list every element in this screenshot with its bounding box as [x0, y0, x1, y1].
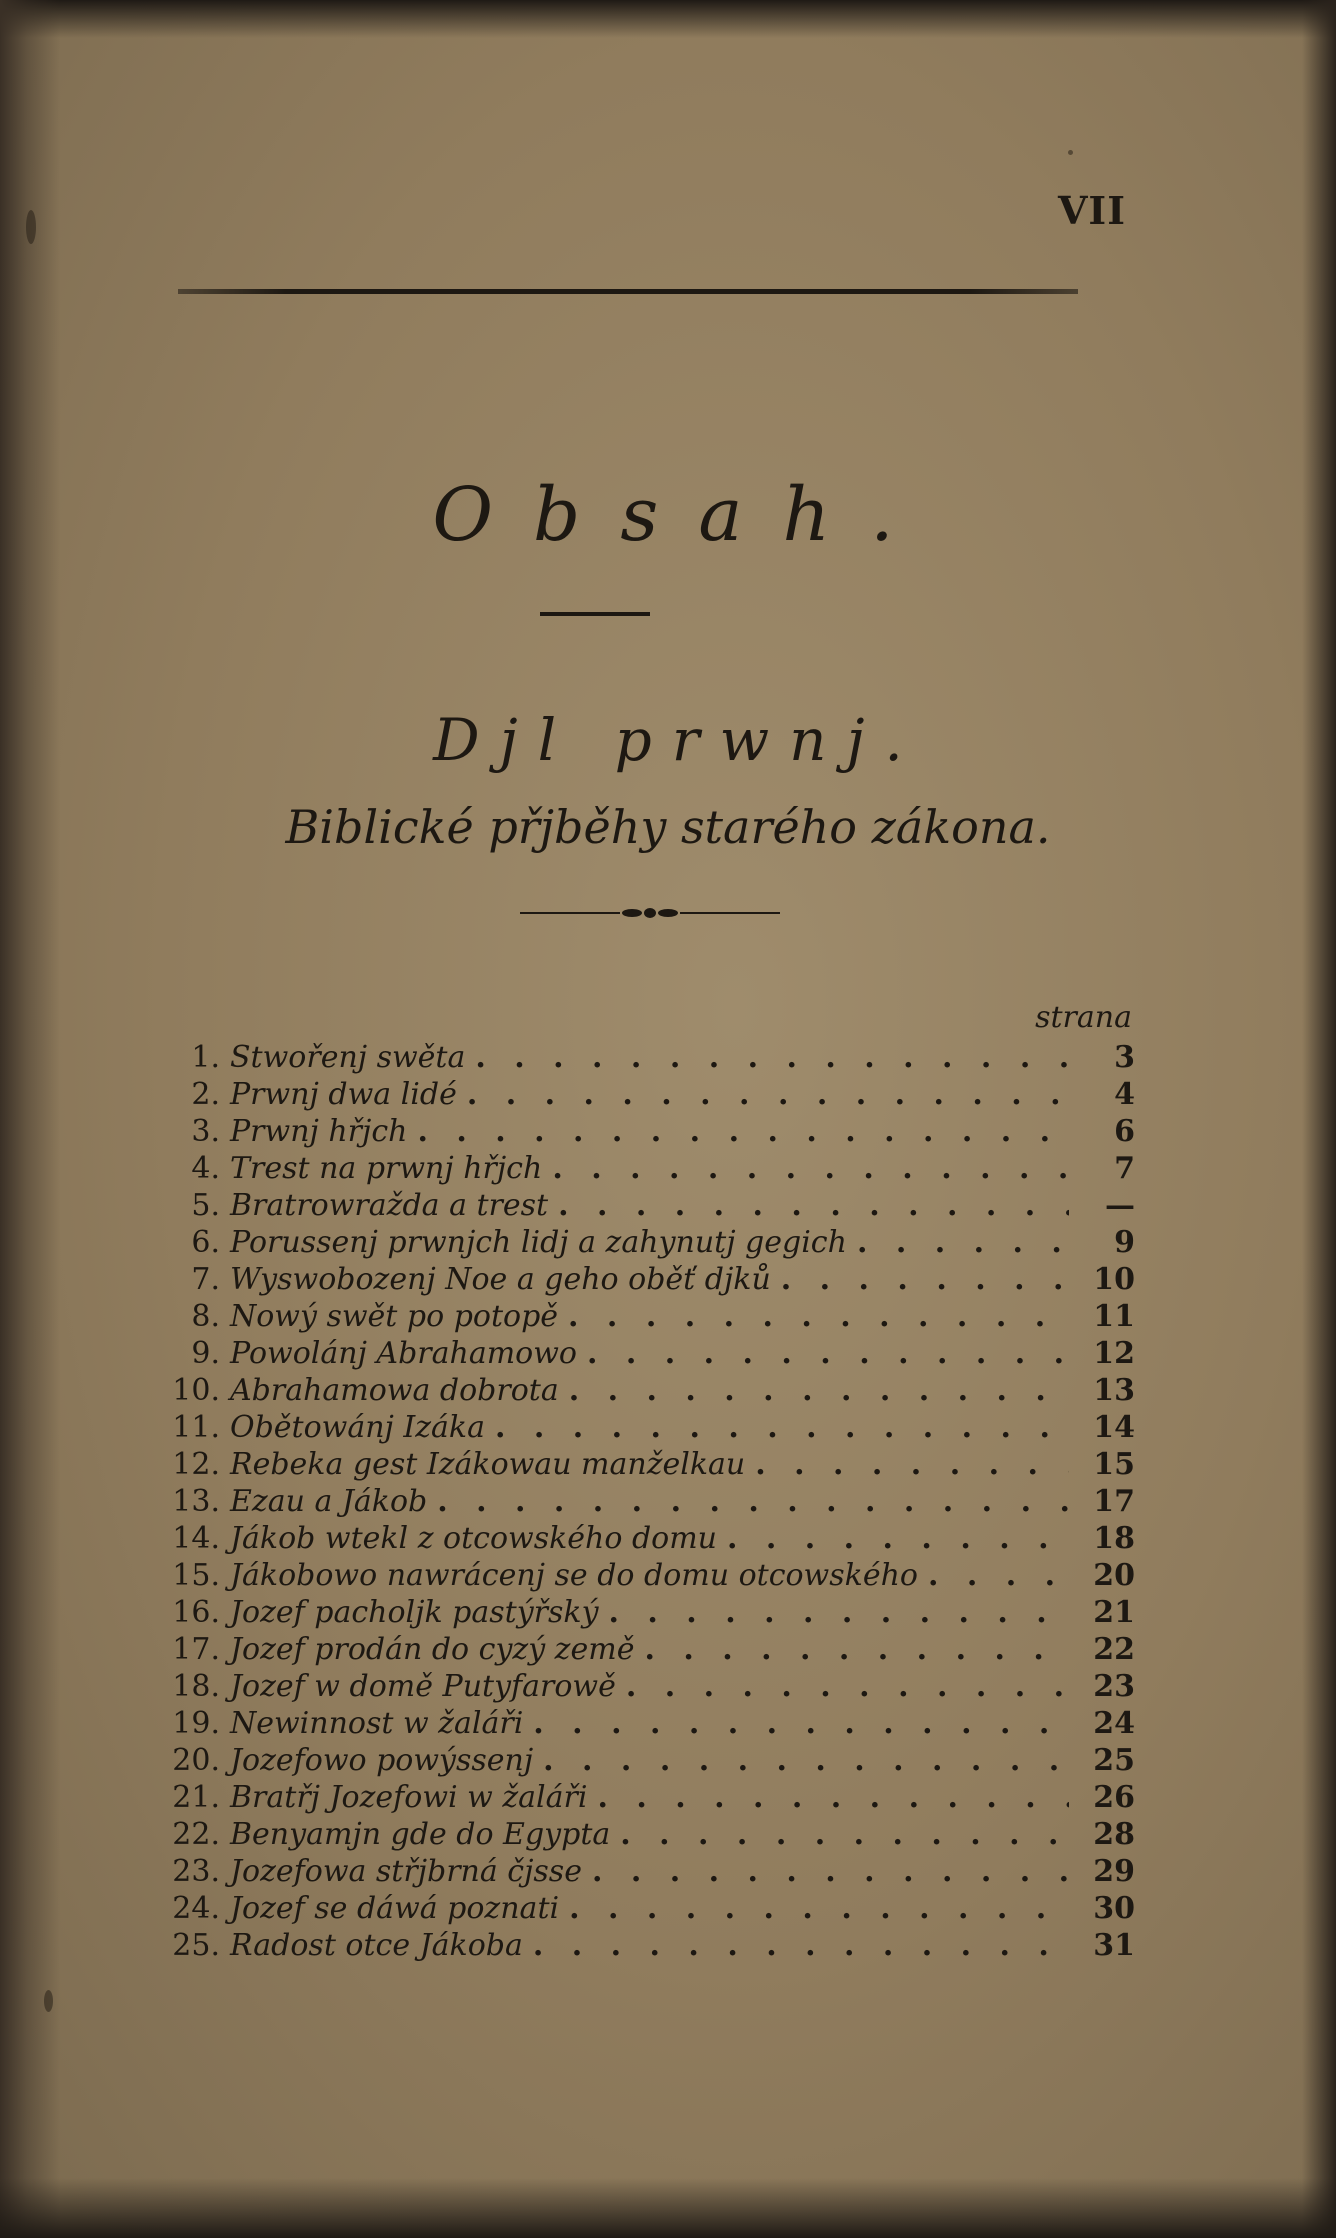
- toc-dot-leader: [857, 1225, 1069, 1260]
- toc-entry-number: 21.: [172, 1780, 220, 1815]
- toc-entry-title: Jozef w domě Putyfarowě: [230, 1669, 616, 1704]
- toc-entry-number: 5.: [191, 1188, 220, 1223]
- toc-entry-number: 7.: [191, 1262, 220, 1297]
- toc-entry: [150, 1891, 1135, 1928]
- toc-entry-number: 16.: [172, 1595, 220, 1630]
- toc-entry: [150, 1077, 1135, 1114]
- toc-dot-leader: [552, 1151, 1069, 1186]
- toc-entry-title: Trest na prwnj hřjch: [230, 1151, 543, 1186]
- toc-entry-page: 28: [1093, 1817, 1135, 1852]
- toc-entry-page: —: [1105, 1188, 1135, 1223]
- toc-dot-leader: [569, 1891, 1069, 1926]
- toc-entry-page: 15: [1093, 1447, 1135, 1482]
- page-title: Obsah.: [432, 472, 934, 558]
- toc-dot-leader: [533, 1706, 1069, 1741]
- toc-dot-leader: [644, 1632, 1069, 1667]
- toc-entry: [150, 1669, 1135, 1706]
- toc-entry: [150, 1188, 1135, 1225]
- paper-stain: [1068, 150, 1073, 155]
- page-top-edge: [0, 0, 1336, 38]
- toc-entry-page: 20: [1093, 1558, 1135, 1593]
- toc-entry-page: 21: [1093, 1595, 1135, 1630]
- toc-entry-title: Wyswobozenj Noe a geho oběť djků: [230, 1262, 771, 1297]
- toc-entry-title: Nowý swět po potopě: [230, 1299, 559, 1334]
- toc-entry-number: 6.: [191, 1225, 220, 1260]
- toc-entry-title: Jozefowo powýssenj: [230, 1743, 534, 1778]
- toc-entry-number: 17.: [172, 1632, 220, 1667]
- toc-entry-title: Jozef prodán do cyzý země: [230, 1632, 635, 1667]
- toc-entry: [150, 1743, 1135, 1780]
- toc-dot-leader: [755, 1447, 1069, 1482]
- toc-dot-leader: [533, 1928, 1069, 1963]
- toc-entry-number: 24.: [172, 1891, 220, 1926]
- toc-entry-number: 8.: [191, 1299, 220, 1334]
- toc-entry-title: Prwnj dwa lidé: [230, 1077, 457, 1112]
- page-bottom-edge: [0, 2178, 1336, 2238]
- toc-entry: [150, 1817, 1135, 1854]
- toc-entry-page: 24: [1093, 1706, 1135, 1741]
- toc-entry-number: 22.: [172, 1817, 220, 1852]
- toc-entry-number: 4.: [191, 1151, 220, 1186]
- toc-entry: [150, 1040, 1135, 1077]
- toc-entry-page: 7: [1114, 1151, 1135, 1186]
- toc-entry-number: 19.: [172, 1706, 220, 1741]
- toc-entry-number: 25.: [172, 1928, 220, 1963]
- toc-entry-title: Jozef se dáwá poznati: [230, 1891, 560, 1926]
- toc-entry: [150, 1373, 1135, 1410]
- toc-dot-leader: [620, 1817, 1069, 1852]
- toc-entry-number: 18.: [172, 1669, 220, 1704]
- toc-entry: [150, 1632, 1135, 1669]
- toc-dot-leader: [587, 1336, 1069, 1371]
- toc-entry-number: 13.: [172, 1484, 220, 1519]
- toc-entry-page: 11: [1093, 1299, 1135, 1334]
- toc-dot-leader: [568, 1299, 1069, 1334]
- toc-entry-title: Powolánj Abrahamowo: [230, 1336, 577, 1371]
- paper-stain: [26, 210, 36, 244]
- toc-entry-title: Benyamjn gde do Egypta: [230, 1817, 611, 1852]
- toc-entry-page: 13: [1093, 1373, 1135, 1408]
- toc-entry: [150, 1114, 1135, 1151]
- toc-entry: [150, 1151, 1135, 1188]
- toc-entry-title: Jozef pacholjk pastýřský: [230, 1595, 599, 1630]
- toc-entry-title: Bratřj Jozefowi w žaláři: [230, 1780, 588, 1815]
- toc-entry-page: 22: [1093, 1632, 1135, 1667]
- ornament-divider: [520, 905, 780, 921]
- toc-entry-title: Jákob wtekl z otcowského domu: [230, 1521, 717, 1556]
- toc-entry-title: Rebeka gest Izákowau manželkau: [230, 1447, 746, 1482]
- toc-entry: [150, 1928, 1135, 1965]
- toc-entry: [150, 1336, 1135, 1373]
- toc-entry-title: Abrahamowa dobrota: [230, 1373, 559, 1408]
- toc-entry-title: Prwnj hřjch: [230, 1114, 408, 1149]
- toc-entry-page: 10: [1093, 1262, 1135, 1297]
- toc-entry: [150, 1447, 1135, 1484]
- toc-entry: [150, 1558, 1135, 1595]
- toc-entry-number: 9.: [191, 1336, 220, 1371]
- toc-entry: [150, 1595, 1135, 1632]
- toc-entry-page: 9: [1114, 1225, 1135, 1260]
- toc-entry: [150, 1854, 1135, 1891]
- toc-entry-page: 17: [1093, 1484, 1135, 1519]
- toc-entry-page: 31: [1093, 1928, 1135, 1963]
- toc-entry-title: Ezau a Jákob: [230, 1484, 428, 1519]
- part-title: Djl prwnj.: [433, 706, 923, 774]
- toc-entry-title: Radost otce Jákoba: [230, 1928, 523, 1963]
- toc-dot-leader: [467, 1077, 1069, 1112]
- page-left-edge: [0, 0, 60, 2238]
- toc-entry-title: Jozefowa střjbrná čjsse: [230, 1854, 582, 1889]
- toc-entry-title: Newinnost w žaláři: [230, 1706, 524, 1741]
- toc-entry-title: Stwořenj swěta: [230, 1040, 466, 1075]
- toc-entry-page: 14: [1093, 1410, 1135, 1445]
- toc-entry-number: 20.: [172, 1743, 220, 1778]
- toc-entry-number: 10.: [172, 1373, 220, 1408]
- toc-entry-page: 29: [1093, 1854, 1135, 1889]
- toc-entry: [150, 1299, 1135, 1336]
- toc-entry-page: 3: [1114, 1040, 1135, 1075]
- toc-entry-number: 11.: [172, 1410, 220, 1445]
- table-of-contents: [150, 1040, 1135, 1965]
- header-rule: [178, 289, 1078, 294]
- toc-dot-leader: [569, 1373, 1069, 1408]
- toc-entry-number: 14.: [172, 1521, 220, 1556]
- toc-entry-page: 18: [1093, 1521, 1135, 1556]
- toc-dot-leader: [609, 1595, 1069, 1630]
- toc-entry: [150, 1521, 1135, 1558]
- toc-entry: [150, 1225, 1135, 1262]
- toc-dot-leader: [495, 1410, 1069, 1445]
- toc-entry-number: 1.: [191, 1040, 220, 1075]
- toc-entry-number: 12.: [172, 1447, 220, 1482]
- toc-entry-number: 15.: [172, 1558, 220, 1593]
- toc-dot-leader: [417, 1114, 1069, 1149]
- toc-entry-number: 23.: [172, 1854, 220, 1889]
- toc-entry-number: 3.: [191, 1114, 220, 1149]
- toc-entry-page: 25: [1093, 1743, 1135, 1778]
- toc-dot-leader: [597, 1780, 1069, 1815]
- toc-entry: [150, 1706, 1135, 1743]
- toc-entry-title: Obětowánj Izáka: [230, 1410, 485, 1445]
- toc-dot-leader: [592, 1854, 1069, 1889]
- page-column-label: strana: [1035, 1000, 1132, 1035]
- toc-entry-page: 26: [1093, 1780, 1135, 1815]
- toc-dot-leader: [781, 1262, 1069, 1297]
- toc-dot-leader: [727, 1521, 1069, 1556]
- toc-entry-title: Porussenj prwnjch lidj a zahynutj gegich: [230, 1225, 847, 1260]
- page-right-edge: [1302, 0, 1336, 2238]
- toc-entry-page: 30: [1093, 1891, 1135, 1926]
- toc-dot-leader: [626, 1669, 1069, 1704]
- toc-entry-page: 12: [1093, 1336, 1135, 1371]
- page-number: VII: [1057, 188, 1126, 233]
- subtitle: Biblické přjběhy starého zákona.: [285, 800, 1051, 854]
- toc-dot-leader: [543, 1743, 1069, 1778]
- toc-dot-leader: [558, 1188, 1069, 1223]
- toc-dot-leader: [437, 1484, 1069, 1519]
- toc-entry-page: 23: [1093, 1669, 1135, 1704]
- paper-stain: [44, 1990, 53, 2012]
- toc-dot-leader: [928, 1558, 1069, 1593]
- toc-entry-title: Bratrowražda a trest: [230, 1188, 549, 1223]
- toc-entry: [150, 1780, 1135, 1817]
- toc-dot-leader: [475, 1040, 1069, 1075]
- toc-entry-title: Jákobowo nawrácenj se do domu otcowského: [230, 1558, 918, 1593]
- title-rule: [540, 612, 650, 616]
- toc-entry: [150, 1410, 1135, 1447]
- toc-entry-page: 6: [1114, 1114, 1135, 1149]
- toc-entry-number: 2.: [191, 1077, 220, 1112]
- toc-entry: [150, 1262, 1135, 1299]
- toc-entry: [150, 1484, 1135, 1521]
- toc-entry-page: 4: [1114, 1077, 1135, 1112]
